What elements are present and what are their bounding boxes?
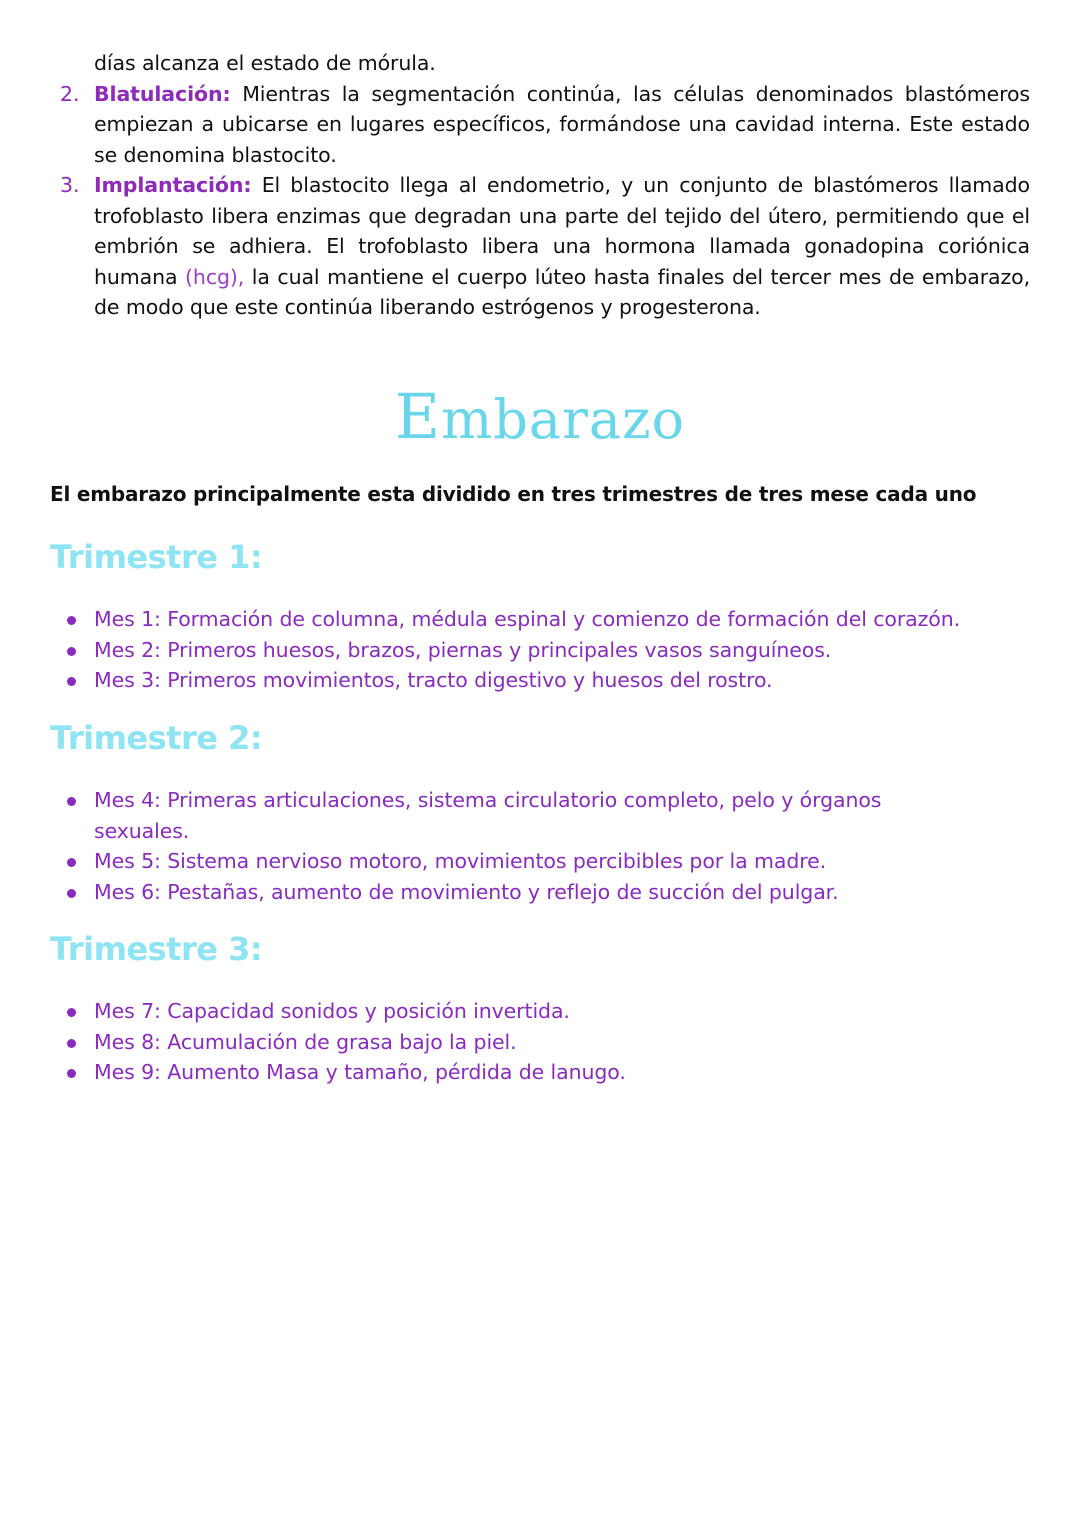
stage-item-implantation <box>0 170 1080 323</box>
hcg-highlight: (hcg), <box>185 264 245 289</box>
month-text: Mes 4: Primeras articulaciones, sistema circulatorio completo, pelo y órganos sexuales. <box>94 788 882 843</box>
trimester-3-list <box>0 996 1080 1088</box>
trimester-3-heading: Trimestre 3: <box>50 930 263 968</box>
list-item <box>0 665 1080 696</box>
bullet-icon <box>67 1069 76 1078</box>
bullet-icon <box>67 797 76 806</box>
bullet-icon <box>67 677 76 686</box>
month-text: Mes 6: Pestañas, aumento de movimiento y reflejo de succión del pulgar. <box>94 879 839 904</box>
trimester-1-heading: Trimestre 1: <box>50 538 263 576</box>
month-text: Mes 5: Sistema nervioso motoro, movimientos percibibles por la madre. <box>94 849 827 873</box>
title-rest: mbarazo <box>441 388 686 451</box>
trimester-1-list <box>0 604 1080 696</box>
bullet-icon <box>67 889 76 898</box>
trimester-2-list <box>0 785 1080 907</box>
intro-text: El embarazo principalmente esta dividido en tres trimestres de tres mese cada uno <box>50 482 977 506</box>
stage-continuation: días alcanza el estado de mórula. <box>94 51 436 75</box>
list-item <box>0 1057 1080 1088</box>
month-text: Mes 3: Primeros movimientos, tracto digestivo y huesos del rostro. <box>94 668 773 692</box>
stage-number: 3. <box>60 173 80 197</box>
list-item <box>0 635 1080 666</box>
bullet-icon <box>67 1008 76 1017</box>
bullet-icon <box>67 1039 76 1048</box>
month-text: Mes 2: Primeros huesos, brazos, piernas y principales vasos sanguíneos. <box>94 637 832 662</box>
section-title <box>0 380 1080 453</box>
bullet-icon <box>67 858 76 867</box>
month-text: Mes 8: Acumulación de grasa bajo la piel. <box>94 1029 517 1054</box>
bullet-icon <box>67 616 76 625</box>
list-item <box>0 785 1080 846</box>
list-item <box>0 1027 1080 1058</box>
stage-term: Blatulación: <box>94 81 231 106</box>
bullet-icon <box>67 647 76 656</box>
list-item <box>0 877 1080 908</box>
list-item <box>0 846 1080 877</box>
stage-description-continued: la cual mantiene el cuerpo lúteo hasta finales del tercer mes de embarazo, de modo que este continúa liberando estrógenos y progesterona. <box>94 264 1030 319</box>
list-item <box>0 996 1080 1027</box>
stage-item-blastulation <box>0 79 1080 171</box>
stage-term: Implantación: <box>94 173 252 197</box>
month-text: Mes 9: Aumento Masa y tamaño, pérdida de lanugo. <box>94 1060 626 1084</box>
list-item <box>0 604 1080 635</box>
stage-description: Mientras la segmentación continúa, las células denominados blastómeros empiezan a ubicarse en lugares específicos, formándose una cavidad interna. Este estado se denomina blastocito. <box>94 81 1030 167</box>
stage-number: 2. <box>60 81 80 106</box>
development-stages <box>0 48 1080 323</box>
month-text: Mes 7: Capacidad sonidos y posición invertida. <box>94 999 570 1023</box>
title-first-letter: E <box>394 380 442 453</box>
stage-description: El blastocito llega al endometrio, y un conjunto de blastómeros llamado trofoblasto libera enzimas que degradan una parte del tejido del útero, permitiendo que el embrión se adhiera. El trofoblasto libera una hormona llamada gonadopina coriónica humana <box>94 173 1030 289</box>
trimester-2-heading: Trimestre 2: <box>50 719 263 757</box>
month-text: Mes 1: Formación de columna, médula espinal y comienzo de formación del corazón. <box>94 607 961 631</box>
